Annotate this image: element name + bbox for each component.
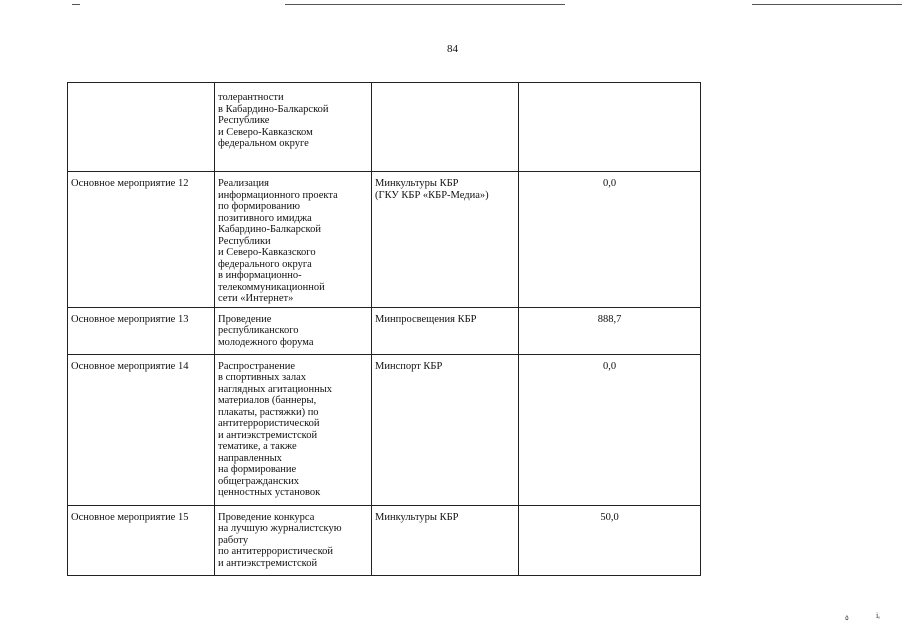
value-cell <box>519 172 701 308</box>
value-cell <box>519 354 701 505</box>
executor-cell <box>372 172 519 308</box>
scan-edge-line <box>72 4 80 5</box>
description-line: Проведение <box>218 313 272 325</box>
executor-cell <box>372 354 519 505</box>
description-line: Республике <box>218 115 270 126</box>
description-line: на формирование <box>218 464 297 475</box>
description-line: наглядных агитационных <box>218 383 333 395</box>
measure-cell <box>68 83 215 172</box>
executor-line: Минкультуры КБР <box>375 178 459 189</box>
table-row <box>68 307 701 354</box>
table-row <box>68 83 701 172</box>
description-line: на лучшую журналистскую <box>218 523 342 534</box>
description-line: федеральном округе <box>218 138 309 149</box>
measure-line: Основное мероприятие 12 <box>71 178 189 189</box>
executor-cell <box>372 83 519 172</box>
value-cell <box>519 83 701 172</box>
executor-cell <box>372 307 519 354</box>
description-line: работу <box>218 534 249 546</box>
description-cell <box>215 83 372 172</box>
description-line: в спортивных залах <box>218 372 306 383</box>
executor-cell <box>372 505 519 575</box>
description-line: ценностных установок <box>218 487 321 498</box>
executor-line: Минкультуры КБР <box>375 511 459 523</box>
value-line: 0,0 <box>602 360 617 372</box>
description-line: молодежного форума <box>218 336 314 348</box>
executor-line: (ГКУ КБР «КБР-Медиа») <box>375 189 489 201</box>
scan-artifact: ⅰₑ <box>876 612 881 620</box>
value-line: 50,0 <box>600 511 619 523</box>
scan-edge-line <box>285 4 565 5</box>
measure-line: Основное мероприятие 13 <box>71 313 189 325</box>
description-line: по антитеррористической <box>218 546 334 557</box>
description-line: информационного проекта <box>218 189 338 201</box>
description-line: Реализация <box>218 178 269 189</box>
description-line: сети «Интернет» <box>218 293 294 304</box>
table-row <box>68 505 701 575</box>
description-cell <box>215 505 372 575</box>
description-line: республиканского <box>218 325 299 336</box>
description-line: антитеррористической <box>218 418 320 429</box>
executor-line: Минпросвещения КБР <box>375 313 477 325</box>
value-line: 0,0 <box>602 178 617 189</box>
measure-cell <box>68 172 215 308</box>
program-table <box>67 82 701 576</box>
page-number: 84 <box>447 43 458 55</box>
description-line: Республики <box>218 235 271 247</box>
description-cell <box>215 307 372 354</box>
description-line: плакаты, растяжки) по <box>218 406 319 418</box>
description-line: общегражданских <box>218 475 300 487</box>
description-line: в информационно- <box>218 270 302 281</box>
description-line: федерального округа <box>218 258 312 270</box>
description-line: Проведение конкурса <box>218 511 315 523</box>
description-line: тематике, а также <box>218 441 297 452</box>
measure-cell <box>68 505 215 575</box>
scan-edge-line <box>752 4 902 5</box>
description-line: в Кабардино-Балкарской <box>218 103 329 115</box>
description-line: Распространение <box>218 360 296 372</box>
measure-line: Основное мероприятие 14 <box>71 360 189 372</box>
table-row <box>68 354 701 505</box>
scan-artifact: ٥ <box>845 614 849 622</box>
description-line: и антиэкстремистской <box>218 429 318 441</box>
description-line: направленных <box>218 452 282 464</box>
description-line: телекоммуникационной <box>218 281 325 293</box>
measure-cell <box>68 354 215 505</box>
description-cell <box>215 172 372 308</box>
description-line: материалов (баннеры, <box>218 395 317 406</box>
description-line: позитивного имиджа <box>218 212 312 224</box>
value-cell <box>519 307 701 354</box>
description-line: толерантности <box>218 92 284 103</box>
executor-line: Минспорт КБР <box>375 360 443 372</box>
description-line: Кабардино-Балкарской <box>218 224 321 235</box>
description-line: по формированию <box>218 201 300 212</box>
value-line: 888,7 <box>597 313 622 325</box>
description-line: и Северо-Кавказского <box>218 247 316 258</box>
description-cell <box>215 354 372 505</box>
value-cell <box>519 505 701 575</box>
measure-cell <box>68 307 215 354</box>
description-line: и Северо-Кавказском <box>218 126 313 138</box>
description-line: и антиэкстремистской <box>218 557 318 569</box>
measure-line: Основное мероприятие 15 <box>71 511 189 523</box>
table-body <box>68 83 701 576</box>
table-row <box>68 172 701 308</box>
